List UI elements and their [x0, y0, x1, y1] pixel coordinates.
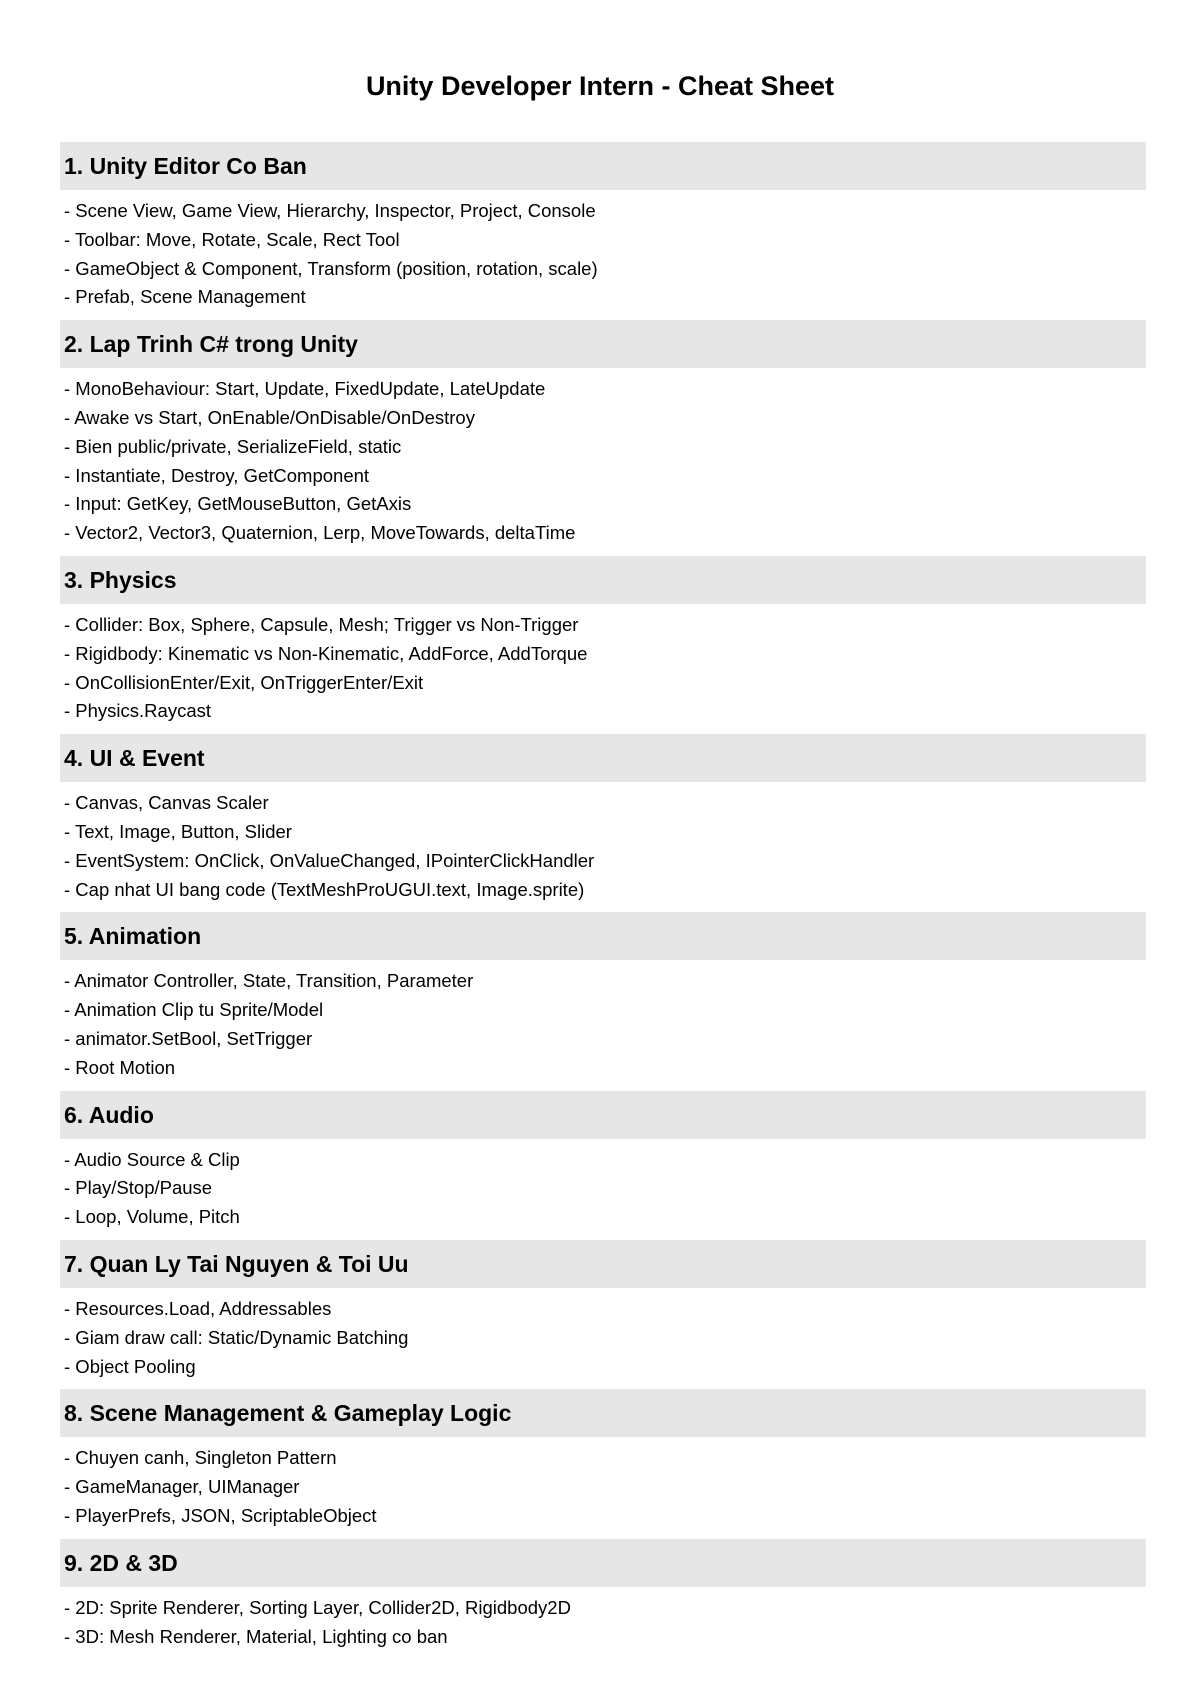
section-item-list	[60, 368, 1146, 556]
list-item: - Vector2, Vector3, Quaternion, Lerp, MoveTowards, deltaTime	[64, 522, 576, 544]
section-heading: 2. Lap Trinh C# trong Unity	[60, 320, 1146, 368]
list-item: - 2D: Sprite Renderer, Sorting Layer, Collider2D, Rigidbody2D	[64, 1596, 571, 1618]
list-item: - Cap nhat UI bang code (TextMeshProUGUI.text, Image.sprite)	[64, 878, 585, 900]
section-heading: 4. UI & Event	[60, 734, 1146, 782]
list-item: - Loop, Volume, Pitch	[64, 1206, 240, 1228]
list-item: - Animation Clip tu Sprite/Model	[64, 999, 324, 1021]
list-item: - PlayerPrefs, JSON, ScriptableObject	[64, 1504, 377, 1526]
section-heading: 9. 2D & 3D	[60, 1539, 1146, 1587]
list-item: - OnCollisionEnter/Exit, OnTriggerEnter/Exit	[64, 671, 424, 693]
list-item: - animator.SetBool, SetTrigger	[64, 1027, 313, 1049]
section	[60, 142, 1146, 320]
section-item-list	[60, 1437, 1146, 1538]
section	[60, 1091, 1146, 1240]
section	[60, 556, 1146, 734]
document-title: Unity Developer Intern - Cheat Sheet	[365, 71, 835, 101]
section-heading: 8. Scene Management & Gameplay Logic	[60, 1389, 1146, 1437]
section-heading: 7. Quan Ly Tai Nguyen & Toi Uu	[60, 1240, 1146, 1288]
section-heading: 1. Unity Editor Co Ban	[60, 142, 1146, 190]
list-item: - GameObject & Component, Transform (position, rotation, scale)	[64, 257, 598, 279]
list-item: - GameManager, UIManager	[64, 1476, 300, 1498]
section	[60, 734, 1146, 912]
section-item-list	[60, 1139, 1146, 1240]
list-item: - Animator Controller, State, Transition, Parameter	[64, 970, 474, 992]
section	[60, 320, 1146, 556]
list-item: - Scene View, Game View, Hierarchy, Inspector, Project, Console	[64, 200, 596, 221]
list-item: - Input: GetKey, GetMouseButton, GetAxis	[64, 493, 412, 515]
section	[60, 1240, 1146, 1389]
list-item: - Bien public/private, SerializeField, static	[64, 435, 402, 457]
list-item: - Awake vs Start, OnEnable/OnDisable/OnDestroy	[64, 406, 475, 428]
list-item: - MonoBehaviour: Start, Update, FixedUpdate, LateUpdate	[64, 378, 546, 400]
section-item-list	[60, 1587, 1146, 1660]
list-item: - Instantiate, Destroy, GetComponent	[64, 464, 370, 486]
list-item: - 3D: Mesh Renderer, Material, Lighting co ban	[64, 1625, 448, 1647]
section-heading: 6. Audio	[60, 1091, 1146, 1139]
list-item: - Object Pooling	[64, 1355, 196, 1377]
list-item: - Text, Image, Button, Slider	[64, 820, 292, 842]
list-item: - EventSystem: OnClick, OnValueChanged, IPointerClickHandler	[64, 849, 595, 871]
section-item-list	[60, 604, 1146, 734]
list-item: - Giam draw call: Static/Dynamic Batching	[64, 1326, 409, 1348]
list-item: - Canvas, Canvas Scaler	[64, 792, 269, 814]
list-item: - Rigidbody: Kinematic vs Non-Kinematic, AddForce, AddTorque	[64, 642, 588, 664]
section	[60, 912, 1146, 1090]
section-item-list	[60, 1288, 1146, 1389]
list-item: - Play/Stop/Pause	[64, 1177, 213, 1199]
sections-container	[60, 142, 1146, 1659]
list-item: - Prefab, Scene Management	[64, 286, 306, 308]
section-item-list	[60, 190, 1146, 320]
list-item: - Physics.Raycast	[64, 700, 212, 722]
section-heading: 5. Animation	[60, 912, 1146, 960]
section-item-list	[60, 782, 1146, 912]
list-item: - Toolbar: Move, Rotate, Scale, Rect Tool	[64, 228, 400, 250]
list-item: - Collider: Box, Sphere, Capsule, Mesh; Trigger vs Non-Trigger	[64, 613, 579, 635]
section-item-list	[60, 960, 1146, 1090]
list-item: - Audio Source & Clip	[64, 1148, 240, 1170]
list-item: - Chuyen canh, Singleton Pattern	[64, 1447, 337, 1469]
section	[60, 1389, 1146, 1538]
list-item: - Root Motion	[64, 1056, 176, 1078]
list-item: - Resources.Load, Addressables	[64, 1297, 332, 1319]
section	[60, 1539, 1146, 1660]
section-heading: 3. Physics	[60, 556, 1146, 604]
